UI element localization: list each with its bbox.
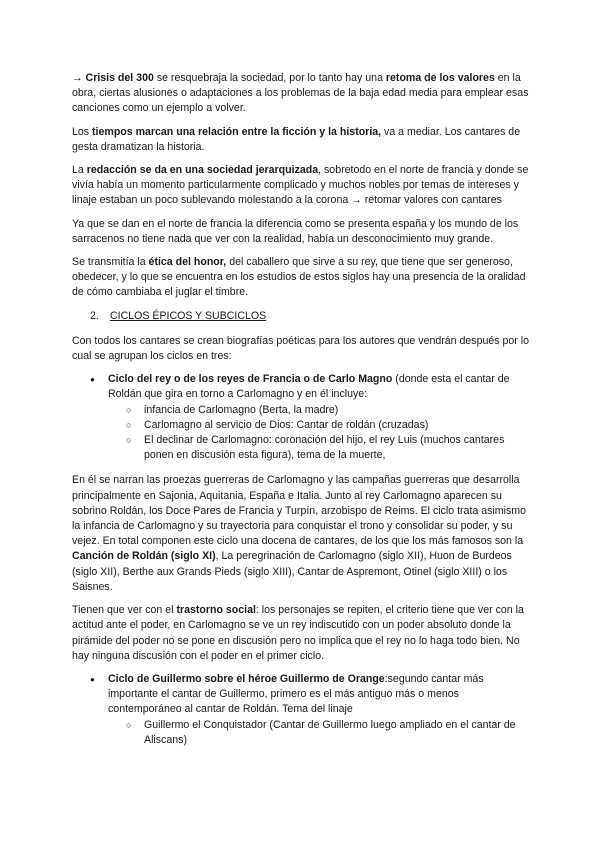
list-item: ○ Carlomagno al servicio de Dios: Cantar de roldán (cruzadas) [126,418,534,433]
paragraph-proezas: En él se narran las proezas guerreras de Carlomagno y las campañas guerreras que desarrolla principalmente en Sajonia, Aquitania, España e Italia. Junto al rey Carlomagno aparecen su sobrino Roldán, los Doce Pares de Francia y Turpín, arzobispo de Reims. El ciclo trata asimismo la infancia de Carlomagno y su trayectoria para conquistar el trono y consolidar su poder, y su vejez. En total componen este ciclo una docena de cantares, de los que los más famosos son la Canción de Roldán (siglo XI), La peregrinación de Carlomagno (siglo XII), Huon de Burdeos (siglo XII), Berthe aux Grands Pieds (siglo XIII), Cantar de Aspremont, Otinel (siglo XIII) o los Saisnes. [72,474,526,593]
list-item-cycle-carlomagno: ● Ciclo del rey o de los reyes de Francia o de Carlo Magno (donde esta el cantar de Roldán que gira en torno a Carlomagno y en él incluye: ○ infancia de Carlomagno (Berta, la madre) ○ Carlomagno al servicio de Dios: Cantar de roldán (cruzadas) ○ El declinar de Carlomagno: coronación del hijo, el rey Luis (muchos cantares ponen en discusión esta figura), tema de la muerte, [90,372,534,463]
list-item: ○ Guillermo el Conquistador (Cantar de Guillermo luego ampliado en el cantar de Aliscans) [126,718,534,748]
paragraph-tiempos: Los tiempos marcan una relación entre la ficción y la historia, va a mediar. Los cantares de gesta dramatizan la historia. [72,125,521,153]
cycle-list-2 [72,672,534,748]
paragraph-etica-honor: Se transmitía la ética del honor, del caballero que sirve a su rey, que tiene que ser generoso, obedecer, y lo que se encuentra en los estudios de estos siglos hay una presencia de la oralidad de cómo cambiaba el juglar el timbre. [72,256,526,299]
cycle-list-1 [72,372,534,463]
list-item: ○ El declinar de Carlomagno: coronación del hijo, el rey Luis (muchos cantares ponen en discusión esta figura), tema de la muerte, [126,433,534,463]
document-body [72,71,534,758]
section-number: 2. [90,309,99,322]
section-heading [90,309,534,324]
paragraph-norte-francia: Ya que se dan en el norte de francia la diferencia como se presenta españa y los mundo de los sarracenos no tiene nada que ver con la realidad, había un desconocimiento muy grande. [72,217,519,245]
list-item: ○ infancia de Carlomagno (Berta, la madre) [126,403,534,418]
sublist-guillermo [108,718,534,748]
sublist-carlomagno [108,403,534,464]
section-title: CICLOS ÉPICOS Y SUBCICLOS [110,309,267,322]
paragraph-trastorno-social: Tienen que ver con el trastorno social: los personajes se repiten, el criterio tiene que ver con la actitud ante el poder, en Carlomagno se ve un rey indiscutido con un poder absoluto donde la pirámide del poder no se pone en discusión pero no implica que el rey no lo haga todo bien. No hay ninguna discusión con el poder en el primer ciclo. [72,604,524,662]
paragraph-redaccion: La redacción se da en una sociedad jerarquizada, sobretodo en el norte de francia y donde se vivía había un momento particularmente complicado y muchos nobles por temas de intereses y linaje estaban un poco sublevando molestando a la corona → retomar valores con cantares [72,164,529,207]
list-item-cycle-guillermo: ● Ciclo de Guillermo sobre el héroe Guillermo de Orange:segundo cantar más importante el cantar de Guillermo, primero es el más antiguo más o menos contemporáneo al cantar de Roldán. Tema del linaje ○ Guillermo el Conquistador (Cantar de Guillermo luego ampliado en el cantar de Aliscans) [90,672,534,748]
paragraph-crisis-300: → Crisis del 300 se resquebraja la sociedad, por lo tanto hay una retoma de los valores en la obra, ciertas alusiones o adaptaciones a los problemas de la baja edad media para emplear esas canciones como un ejemplo a volver. [72,72,529,115]
paragraph-ciclos-intro: Con todos los cantares se crean biografías poéticas para los autores que vendrán después por lo cual se agrupan los ciclos en tres: [72,334,529,363]
